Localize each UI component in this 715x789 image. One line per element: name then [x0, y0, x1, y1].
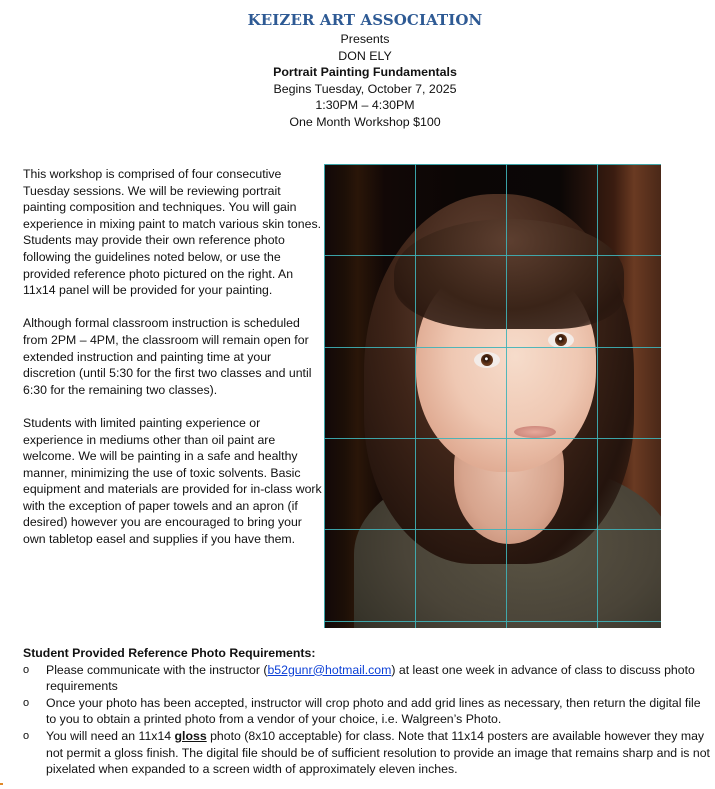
requirement-text: Please communicate with the instructor (	[46, 662, 268, 677]
grid-line-horizontal	[324, 529, 661, 530]
bullet-icon: o	[23, 663, 30, 676]
requirement-text: photo (8x10 acceptable) for class. Note that 11x14 posters are available however they may not permit a gloss finish. The digital file should be of sufficient resolution to provide an image that remains sharp and is not pixelated when expanded to a screen width of approximately eleven inches.	[46, 728, 710, 777]
requirements-section	[23, 645, 713, 778]
requirement-item	[23, 728, 713, 778]
instructor-email-link[interactable]: b52gunr@hotmail.com	[267, 662, 392, 677]
photo-left-eye	[474, 352, 500, 368]
description-paragraph: Students with limited painting experience or experience in mediums other than oil paint are welcome. We will be painting in a safe and healthy manner, minimizing the use of toxic solvents. Basic equipment and materials are provided for in-class work with the exception of paper towels and an apron (if desired) however you are encouraged to bring your own tabletop easel and supplies if you have them.	[23, 415, 322, 547]
grid-line-horizontal	[324, 438, 661, 439]
requirement-item	[23, 695, 713, 728]
instructor-name: DON ELY	[338, 48, 392, 63]
flyer-header	[0, 9, 715, 130]
grid-line-horizontal	[324, 255, 661, 256]
photo-mouth	[514, 426, 556, 438]
photo-bangs-region	[394, 219, 624, 329]
description-paragraph: This workshop is comprised of four consecutive Tuesday sessions. We will be reviewing portrait painting composition and techniques. You will gain experience in mixing paint to match various skin tones. Students may provide their own reference photo following the guidelines noted below, or use the provided reference photo pictured on the right. An 11x14 panel will be provided for your painting.	[23, 167, 322, 298]
workshop-description	[23, 166, 323, 564]
requirement-text: You will need an 11x14	[46, 728, 175, 743]
gloss-emphasis: gloss	[174, 728, 207, 743]
grid-line-vertical	[324, 164, 325, 628]
reference-photo	[324, 164, 661, 628]
course-title: Portrait Painting Fundamentals	[273, 65, 457, 79]
grid-line-horizontal	[324, 164, 661, 165]
requirement-text: Once your photo has been accepted, instructor will crop photo and add grid lines as necessary, then return the digital file to you to obtain a printed photo from a vendor of your choice, i.e. Walgreen’s Photo.	[46, 695, 701, 727]
requirements-heading: Student Provided Reference Photo Requirements:	[23, 646, 316, 660]
grid-line-vertical	[506, 164, 507, 628]
requirement-text: ) at least one week in advance of class to discuss photo requirements	[46, 662, 695, 694]
price-line: One Month Workshop $100	[289, 114, 441, 129]
page-edge-mark	[0, 783, 3, 785]
start-date: Begins Tuesday, October 7, 2025	[273, 81, 457, 96]
grid-line-vertical	[415, 164, 416, 628]
requirement-item	[23, 662, 713, 695]
bullet-icon: o	[23, 696, 30, 709]
grid-line-horizontal	[324, 621, 661, 622]
requirements-list	[23, 662, 713, 778]
presents-line: Presents	[340, 32, 390, 46]
organization-title: KEIZER ART ASSOCIATION	[247, 11, 483, 29]
class-time: 1:30PM – 4:30PM	[315, 98, 415, 112]
photo-right-eye	[548, 332, 574, 348]
grid-line-horizontal	[324, 347, 661, 348]
description-paragraph: Although formal classroom instruction is scheduled from 2PM – 4PM, the classroom will remain open for extended instruction and painting time at your discretion (until 5:30 for the first two classes and until 6:30 for the remaining two classes).	[23, 316, 312, 397]
grid-line-vertical	[597, 164, 598, 628]
bullet-icon: o	[23, 729, 30, 742]
